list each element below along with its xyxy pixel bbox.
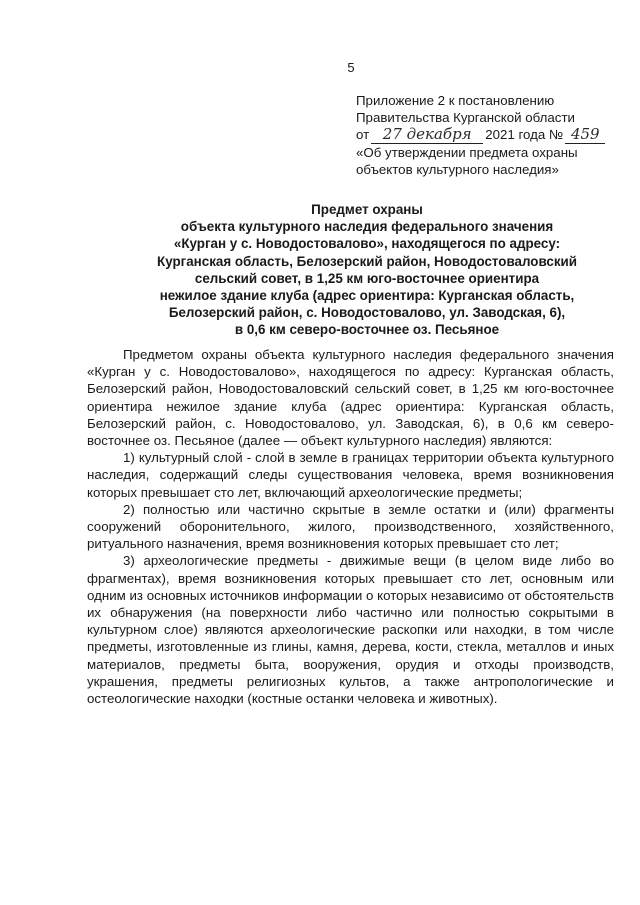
title-line: нежилое здание клуба (адрес ориентира: Курганская область, — [159, 288, 575, 304]
handwritten-number: 459 — [565, 126, 605, 144]
title-line: Предмет охраны — [311, 202, 423, 217]
appendix-line-2: Правительства Курганской области — [356, 110, 575, 125]
document-title — [130, 201, 604, 339]
appendix-line-4: «Об утверждении предмета охраны — [356, 145, 578, 160]
title-line: «Курган у с. Новодостовалово», находящегося по адресу: — [173, 236, 561, 252]
page-number: 5 — [347, 60, 355, 75]
handwritten-date: 27 декабря — [371, 126, 483, 144]
title-line: объекта культурного наследия федерального значения — [180, 219, 554, 235]
title-line: в 0,6 км северо-восточнее оз. Песьяное — [234, 322, 500, 338]
appendix-date-line — [356, 126, 626, 144]
appendix-line-1: Приложение 2 к постановлению — [356, 93, 555, 108]
appendix-block — [356, 92, 626, 178]
title-line: сельский совет, в 1,25 км юго-восточнее ориентира — [194, 270, 540, 286]
document-body — [87, 346, 614, 707]
title-line: Курганская область, Белозерский район, Новодостоваловский — [157, 253, 577, 269]
appendix-line-5: объектов культурного наследия» — [356, 162, 559, 177]
body-paragraph: 2) полностью или частично скрытые в земле остатки и (или) фрагменты сооружений оборонительного, жилого, производственного, хозяйственного, ритуального назначения, время возникновения которых превышает сто лет; — [87, 501, 614, 552]
body-paragraph: 1) культурный слой - слой в земле в границах территории объекта культурного наследия, содержащий следы существования человека, время возникновения которых превышает сто лет, включающий археологические предметы; — [87, 450, 614, 500]
year-label: 2021 года № — [485, 127, 564, 142]
body-paragraph: 3) археологические предметы - движимые вещи (в целом виде либо во фрагментах), время возникновения которых превышает сто лет, основным или одним из основных источников информации о которых независимо от обстоятельств их обнаружения (на поверхности либо частично или полностью сокрытыми в культурном слое) являются археологические раскопки или находки, в том числе предметы, изготовленные из глины, камня, дерева, кости, стекла, металлов и иных материалов, предметы быта, вооружения, орудия и отходы производств, украшения, предметы религиозных культов, а также антропологические и остеологические находки (костные останки человека и животных). — [87, 553, 614, 707]
from-label: от — [356, 127, 370, 142]
body-paragraph: Предметом охраны объекта культурного наследия федерального значения «Курган у с. Новодостовалово», находящегося по адресу: Курганская область, Белозерский район, Новодостоваловский сельский совет, в 1,25 км юго-восточнее ориентира нежилое здание клуба (адрес ориентира: Курганская область, Белозерский район, с. Новодостовалово, ул. Заводская, 6), в 0,6 км северо-восточнее оз. Песьяное (далее — объект культурного наследия) являются: — [87, 347, 614, 449]
title-line: Белозерский район, с. Новодостовалово, ул. Заводская, 6), — [168, 305, 566, 321]
